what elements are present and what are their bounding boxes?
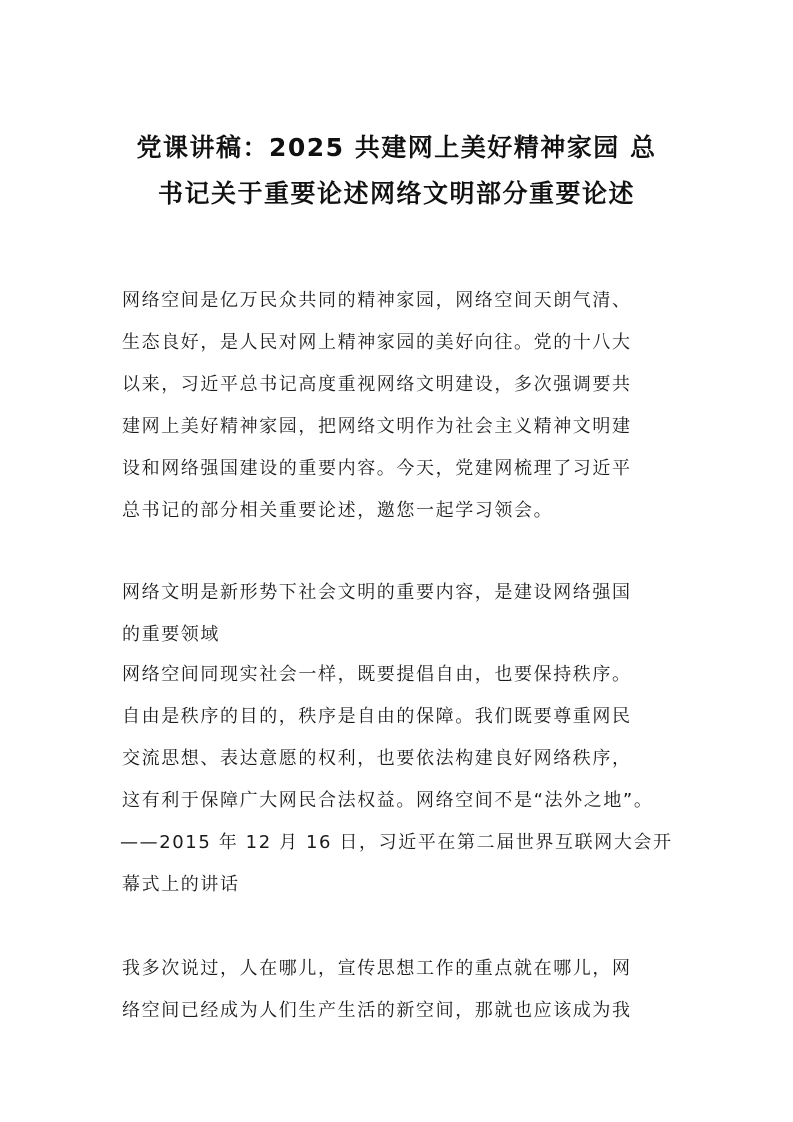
paragraph-line: 我多次说过，人在哪儿，宣传思想工作的重点就在哪儿，网 bbox=[122, 958, 632, 979]
document-title-line-1: 党课讲稿：2025 共建网上美好精神家园 总 bbox=[136, 133, 657, 162]
intro-line: 网络空间是亿万民众共同的精神家园，网络空间天朗气清、 bbox=[122, 290, 632, 311]
quote-line: 交流思想、表达意愿的权利，也要依法构建良好网络秩序， bbox=[122, 748, 632, 769]
quote-line: 这有利于保障广大网民合法权益。网络空间不是“法外之地”。 bbox=[122, 790, 654, 811]
intro-line: 设和网络强国建设的重要内容。今天，党建网梳理了习近平 bbox=[122, 458, 632, 479]
section-heading-line: 的重要领域 bbox=[122, 624, 220, 645]
intro-line: 建网上美好精神家园，把网络文明作为社会主义精神文明建 bbox=[122, 416, 632, 437]
intro-line: 总书记的部分相关重要论述，邀您一起学习领会。 bbox=[122, 500, 554, 521]
intro-line: 以来，习近平总书记高度重视网络文明建设，多次强调要共 bbox=[122, 374, 632, 395]
section-heading-line: 网络文明是新形势下社会文明的重要内容，是建设网络强国 bbox=[122, 582, 632, 603]
quote-line: 网络空间同现实社会一样，既要提倡自由，也要保持秩序。 bbox=[122, 664, 632, 685]
source-line: ——2015 年 12 月 16 日，习近平在第二届世界互联网大会开 bbox=[120, 832, 673, 853]
quote-line: 自由是秩序的目的，秩序是自由的保障。我们既要尊重网民 bbox=[122, 706, 632, 727]
intro-line: 生态良好，是人民对网上精神家园的美好向往。党的十八大 bbox=[122, 332, 632, 353]
document-title-line-2: 书记关于重要论述网络文明部分重要论述 bbox=[157, 179, 635, 208]
source-line: 幕式上的讲话 bbox=[122, 874, 240, 895]
paragraph-line: 络空间已经成为人们生产生活的新空间，那就也应该成为我 bbox=[122, 1000, 632, 1021]
